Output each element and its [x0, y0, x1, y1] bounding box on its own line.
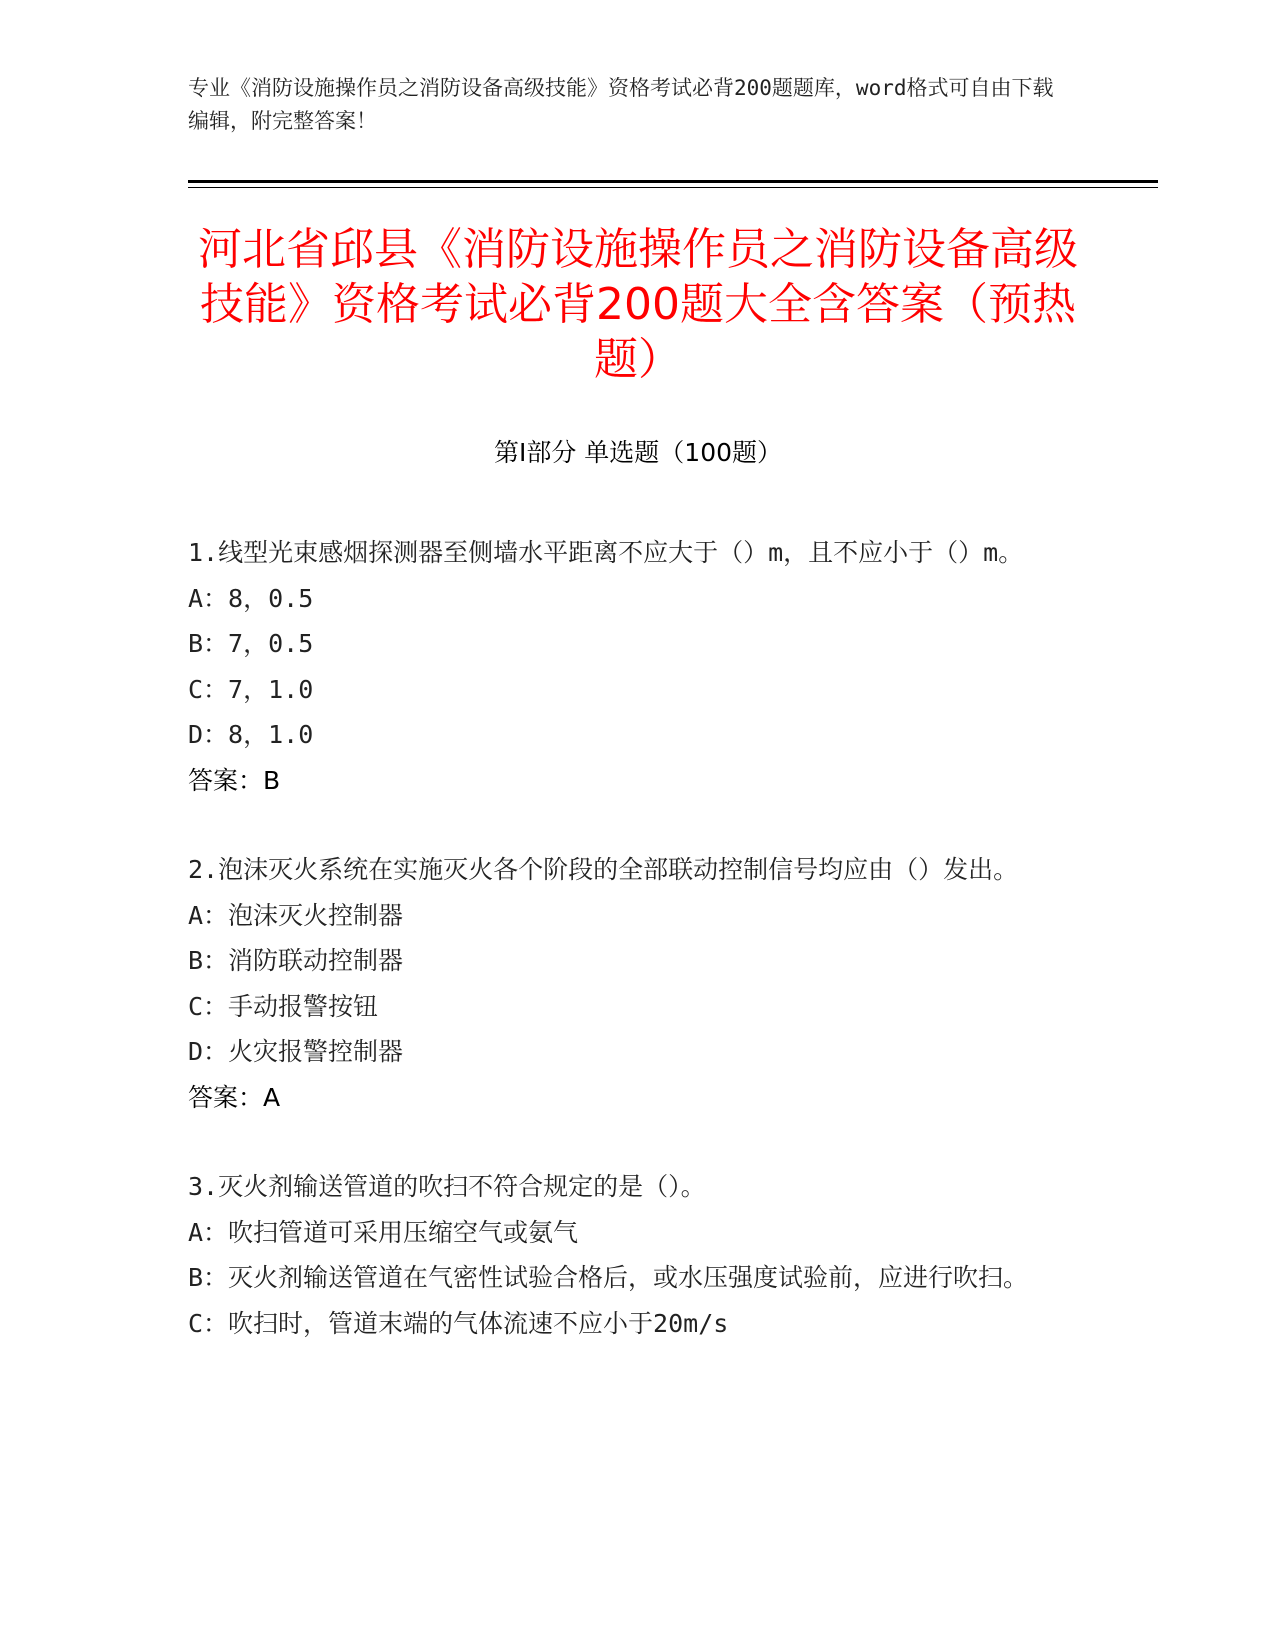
question-list — [188, 530, 1088, 1390]
option-b: B：消防联动控制器 — [188, 946, 404, 975]
header-divider-thick — [188, 180, 1158, 183]
question-stem: 1.线型光束感烟探测器至侧墙水平距离不应大于（）m，且不应小于（）m。 — [188, 538, 1024, 567]
option-c: C：7，1.0 — [188, 674, 314, 704]
option-a: A：泡沫灭火控制器 — [188, 900, 404, 930]
option-a: A：吹扫管道可采用压缩空气或氨气 — [188, 1217, 579, 1247]
option-b: B：7，0.5 — [188, 629, 314, 658]
option-b: B：灭火剂输送管道在气密性试验合格后，或水压强度试验前，应进行吹扫。 — [188, 1263, 1029, 1292]
header-note: 专业《消防设施操作员之消防设备高级技能》资格考试必背200题题库，word格式可自由下载编辑，附完整答案！ — [188, 76, 1054, 133]
answer-line: 答案：A — [188, 1082, 281, 1112]
answer-line: 答案：B — [188, 765, 281, 795]
question-item — [188, 1164, 1088, 1346]
option-c: C：手动报警按钮 — [188, 991, 379, 1021]
section-title: 第I部分 单选题（100题） — [493, 438, 783, 467]
option-c: C：吹扫时，管道末端的气体流速不应小于20m/s — [188, 1308, 729, 1338]
option-d: D：8，1.0 — [188, 720, 314, 749]
question-stem: 3.灭火剂输送管道的吹扫不符合规定的是（）。 — [188, 1172, 706, 1201]
question-item — [188, 530, 1088, 803]
header-divider-thin — [188, 187, 1158, 188]
option-d: D：火灾报警控制器 — [188, 1037, 404, 1066]
question-stem: 2.泡沫灭火系统在实施灭火各个阶段的全部联动控制信号均应由（）发出。 — [188, 855, 1019, 884]
option-a: A：8，0.5 — [188, 583, 314, 613]
question-item — [188, 847, 1088, 1120]
document-title: 河北省邱县《消防设施操作员之消防设备高级技能》资格考试必背200题大全含答案（预热题） — [198, 224, 1078, 385]
